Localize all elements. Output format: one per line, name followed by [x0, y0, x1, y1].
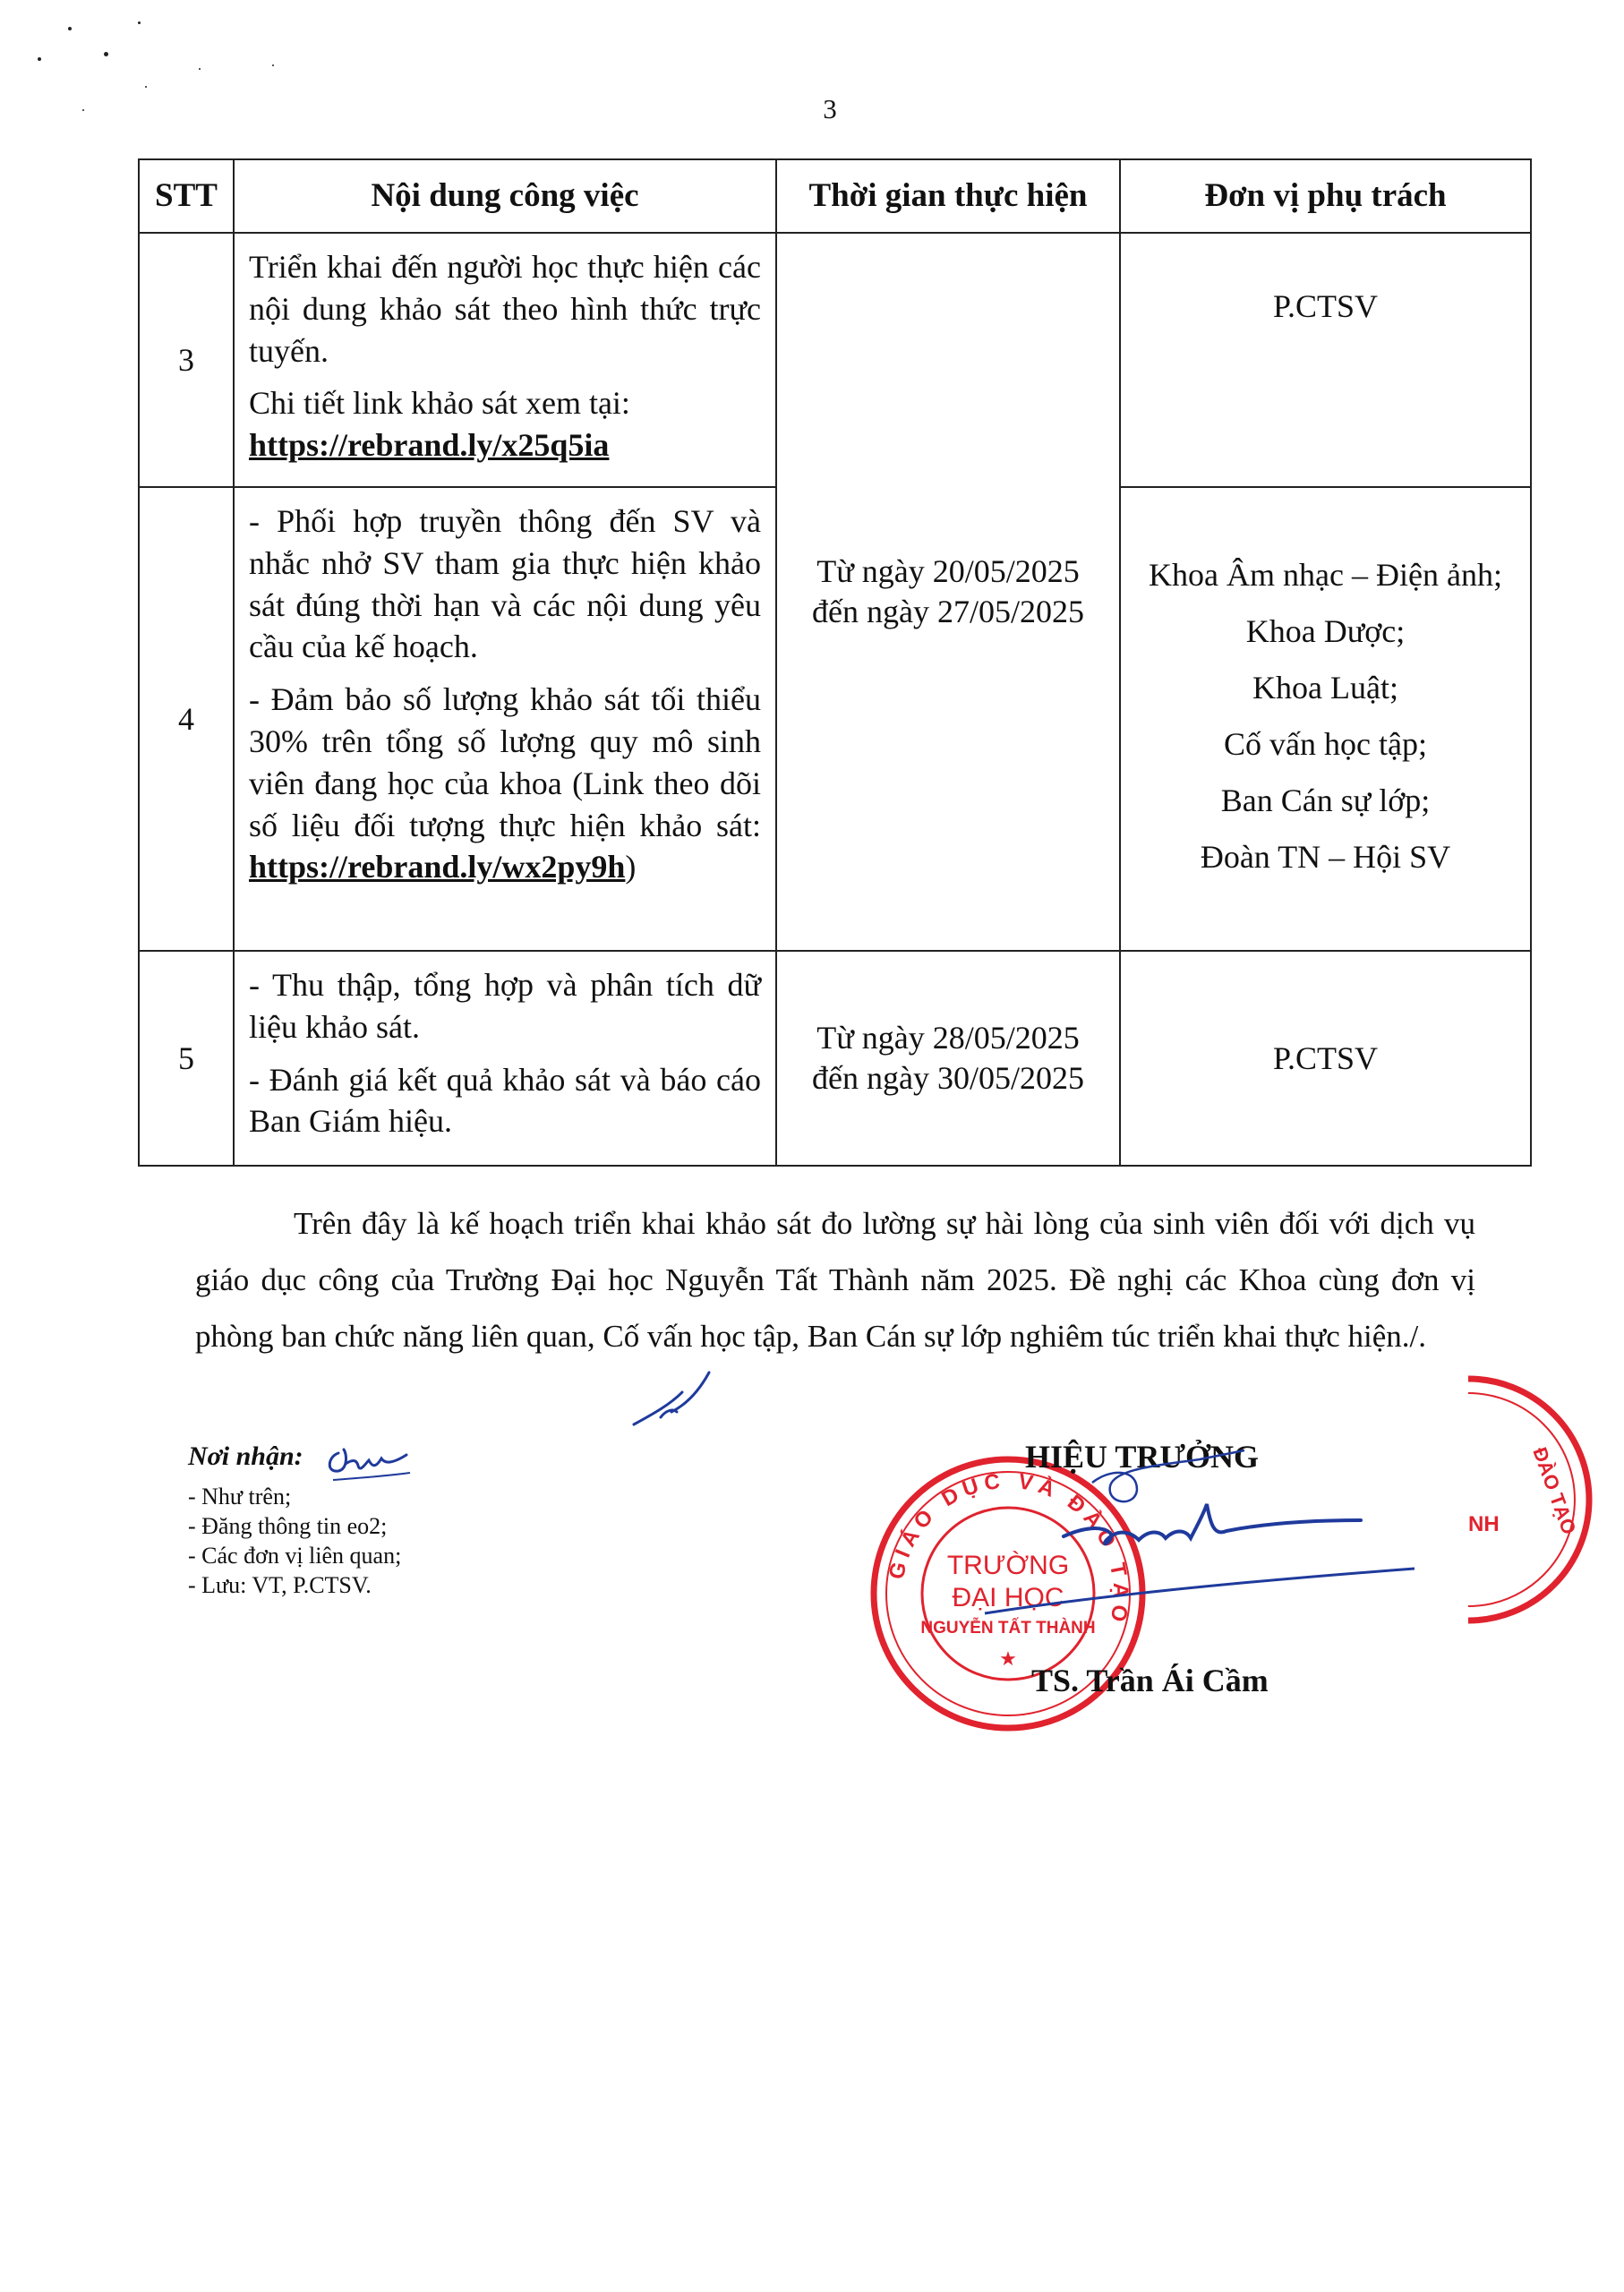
handwritten-mark — [627, 1365, 725, 1437]
table-row — [139, 951, 1531, 1166]
row-number: 3 — [139, 233, 234, 487]
svg-text:ĐẠI HỌC: ĐẠI HỌC — [952, 1583, 1064, 1612]
signer-title: HIỆU TRƯỞNG — [1025, 1439, 1260, 1475]
recipient-item: - Như trên; — [188, 1484, 292, 1509]
row-time-shared — [776, 233, 1120, 951]
header-content: Nội dung công việc — [234, 159, 776, 233]
time-to: đến ngày 27/05/2025 — [812, 594, 1084, 629]
recipient-item: - Đăng thông tin eo2; — [188, 1513, 388, 1539]
header-unit: Đơn vị phụ trách — [1120, 159, 1531, 233]
unit-line: P.CTSV — [1272, 1039, 1379, 1076]
time-to: đến ngày 30/05/2025 — [812, 1060, 1084, 1096]
row-unit — [1120, 951, 1531, 1166]
row-content — [234, 233, 776, 487]
page-number: 3 — [823, 93, 837, 124]
svg-text:ĐÀO TẠO: ĐÀO TẠO — [1528, 1444, 1581, 1538]
tracking-link[interactable]: https://rebrand.ly/wx2py9h — [249, 849, 626, 885]
unit-line: Ban Cán sự lớp; — [1220, 783, 1431, 818]
signature — [931, 1415, 1432, 1647]
table-header-row — [139, 159, 1531, 233]
recipient-item: - Lưu: VT, P.CTSV. — [188, 1572, 372, 1598]
recipient-item: - Các đơn vị liên quan; — [188, 1543, 402, 1569]
row-content — [234, 951, 776, 1166]
unit-line: P.CTSV — [1272, 288, 1379, 324]
unit-line: Khoa Âm nhạc – Điện ảnh; — [1149, 557, 1502, 593]
content-paragraph: - Thu thập, tổng hợp và phân tích dữ liệu khảo sát. — [249, 967, 761, 1045]
unit-line: Khoa Luật; — [1252, 670, 1398, 706]
table-row — [139, 233, 1531, 487]
time-from: Từ ngày 20/05/2025 — [816, 553, 1080, 589]
row-time — [776, 951, 1120, 1166]
content-paragraph: - Phối hợp truyền thông đến SV và nhắc nhở SV tham gia thực hiện khảo sát đúng thời hạn và các nội dung yêu cầu của kế hoạch. — [249, 503, 761, 665]
row-unit — [1120, 487, 1531, 951]
content-paragraph: Triển khai đến người học thực hiện các nội dung khảo sát theo hình thức trực tuyến. — [249, 249, 761, 369]
signer-name: TS. Trần Ái Cầm — [1031, 1663, 1269, 1698]
svg-text:GIÁO DỤC VÀ ĐÀO TẠO: GIÁO DỤC VÀ ĐÀO TẠO — [884, 1468, 1133, 1629]
content-paragraph: Chi tiết link khảo sát xem tại: https://rebrand.ly/x25q5ia — [249, 385, 630, 464]
survey-link[interactable]: https://rebrand.ly/x25q5ia — [249, 427, 610, 464]
header-stt: STT — [139, 159, 234, 233]
header-time: Thời gian thực hiện — [776, 159, 1120, 233]
row-number: 4 — [139, 487, 234, 951]
work-plan-table — [138, 158, 1532, 1167]
partial-seal — [1432, 1370, 1611, 1638]
unit-line: Khoa Dược; — [1245, 613, 1406, 649]
svg-text:★: ★ — [999, 1647, 1017, 1670]
recipients-heading: Nơi nhận: — [188, 1441, 303, 1471]
svg-text:TRƯỜNG: TRƯỜNG — [946, 1551, 1070, 1580]
unit-line: Cố vấn học tập; — [1224, 726, 1427, 762]
content-paragraph: - Đảm bảo số lượng khảo sát tối thiểu 30% trên tổng số lượng quy mô sinh viên đang học của khoa (Link theo dõi số liệu đối tượng thực hiện khảo sát: https://rebrand.ly/wx2py9h) — [249, 681, 761, 885]
closing-paragraph — [195, 1195, 1475, 1364]
unit-line: Đoàn TN – Hội SV — [1200, 839, 1451, 875]
handwritten-initials — [321, 1437, 419, 1491]
time-from: Từ ngày 28/05/2025 — [816, 1020, 1080, 1056]
svg-text:NH: NH — [1468, 1512, 1500, 1536]
content-paragraph: - Đánh giá kết quả khảo sát và báo cáo Ban Giám hiệu. — [249, 1061, 761, 1140]
row-content — [234, 487, 776, 951]
row-unit — [1120, 233, 1531, 487]
svg-text:NGUYỄN TẤT THÀNH: NGUYỄN TẤT THÀNH — [920, 1619, 1096, 1638]
row-number: 5 — [139, 951, 234, 1166]
closing-text: Trên đây là kế hoạch triển khai khảo sát đo lường sự hài lòng của sinh viên đối với dịch vụ giáo dục công của Trường Đại học Nguyễn Tất Thành năm 2025. Đề nghị các Khoa cùng đơn vị phòng ban chức năng liên quan, Cố vấn học tập, Ban Cán sự lớp nghiêm túc triển khai thực hiện./. — [195, 1206, 1475, 1354]
